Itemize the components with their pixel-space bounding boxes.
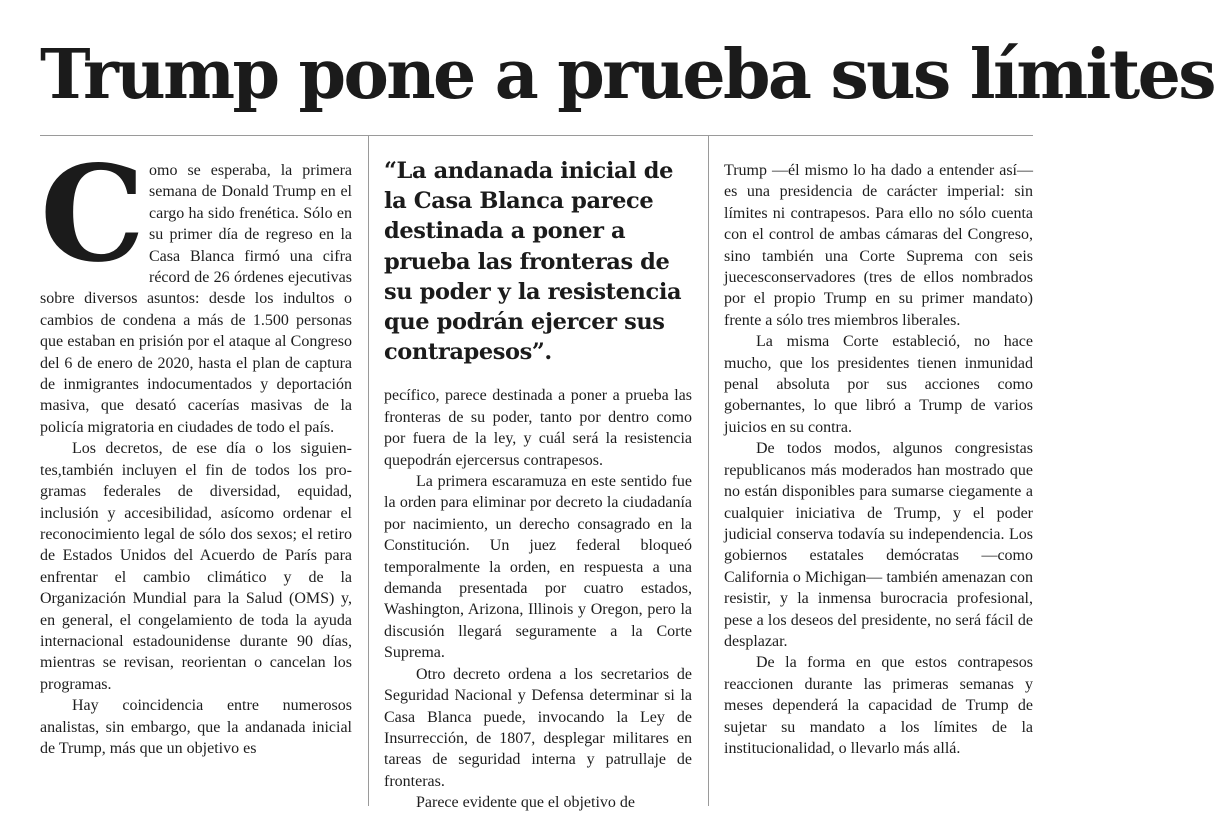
paragraph: Parece evidente que el objetivo de [416,794,636,812]
article-column-3 [724,160,1033,810]
drop-cap: C [40,137,140,292]
paragraph: Los decretos, de ese día o los siguientes,también incluyen el fin de todos los programas federales de diversidad, equidad, inclusión y accesibilidad, asícomo ordenar el reconocimiento legal de sólo dos sexos; el retiro de Estados Unidos del Acuerdo de París para enfrentar el cambio climático y de la Organización Mundial para la Salud (OMS) y, en general, el congelamiento de toda la ayuda internacional estadounidense durante 90 días, mientras se revisan, reorientan o cancelan los programas. [40,440,352,693]
pull-quote: “La andanada inicial de la Casa Blanca parece destinada a poner a prueba las fronteras de su poder y la resistencia que podrán ejercer sus contrapesos”. [384,158,682,366]
paragraph: Hay coincidencia entre numerosos analistas, sin embargo, que la andanada inicial de Trump, más que un objetivo es [40,697,352,757]
paragraph: pecífico, parece destinada a poner a prueba las fronteras de su poder, tanto por dentro como por fuera de la ley, y cuál será la resistencia quepodrán ejercersus contrapesos. [384,387,692,469]
paragraph: omo se esperaba, la primera semana de Donald Trump en el cargo ha sido frenética. Sólo en su primer día de regreso en la Casa Blanca firmó una cifra récord de 26 órdenes ejecutivas sobre diversos asuntos: desde los indultos o cambios de condena a más de 1.500 personas que estaban en prisión por el ataque al Congreso del 6 de enero de 2020, hasta el plan de captura de inmigrantes indocumentados y deportación masiva, que desató cacerías masivas de la policía migratoria en ciudades de todo el país. [40,162,352,436]
paragraph: De la forma en que estos contrapesos reaccionen durante las primeras semanas y meses dependerá la capacidad de Trump de sujetar su mandato a los límites de la institucionalidad, o llevarlo más allá. [724,654,1033,757]
paragraph: La primera escaramuza en este sentido fue la orden para eliminar por decreto la ciudadanía por nacimiento, un derecho consagrado en la Constitución. Un juez federal bloqueó temporalmente la orden, en respuesta a una demanda presentada por cuatro estados, Washington, Arizona, Illinois y Oregon, pero la discusión llegará seguramente a la Corte Suprema. [384,473,692,662]
paragraph: Otro decreto ordena a los secretarios de Seguridad Nacional y Defensa determinar si la Casa Blanca puede, invocando la Ley de Insurrección, de 1807, desplegar militares en tareas de seguridad interna y patrullaje de fronteras. [384,665,692,790]
article-column-1 [40,137,352,810]
paragraph: La misma Corte estableció, no hace mucho, que los presidentes tienen inmunidad penal absoluta por sus acciones como gobernantes, lo que libró a Trump de varios juicios en su contra. [724,333,1033,436]
paragraph: De todos modos, algunos congresistas republicanos más moderados han mostrado que no están disponibles para sumarse ciegamente a cualquier iniciativa de Trump, y el poder judicial conserva todavía su independencia. Los gobiernos estatales demócratas —como California o Michigan— también amenazan con resistir, y la inmensa burocracia profesional, pese a los deseos del presidente, no será fácil de desplazar. [724,440,1033,650]
paragraph: Trump —él mismo lo ha dado a entender así— es una presidencia de carácter imperial: sin límites ni contrapesos. Para ello no sólo cuenta con el control de ambas cámaras del Congreso, sino también una Corte Suprema con seis juecesconservadores (tres de ellos nombrados por el propio Trump en su primer mandato) frente a sólo tres miembros liberales. [724,162,1033,329]
article-headline: Trump pone a prueba sus límites [40,35,1214,115]
headline-rule [40,135,1033,136]
column-divider-1 [368,136,369,806]
column-divider-2 [708,136,709,806]
article-column-2 [384,160,692,810]
